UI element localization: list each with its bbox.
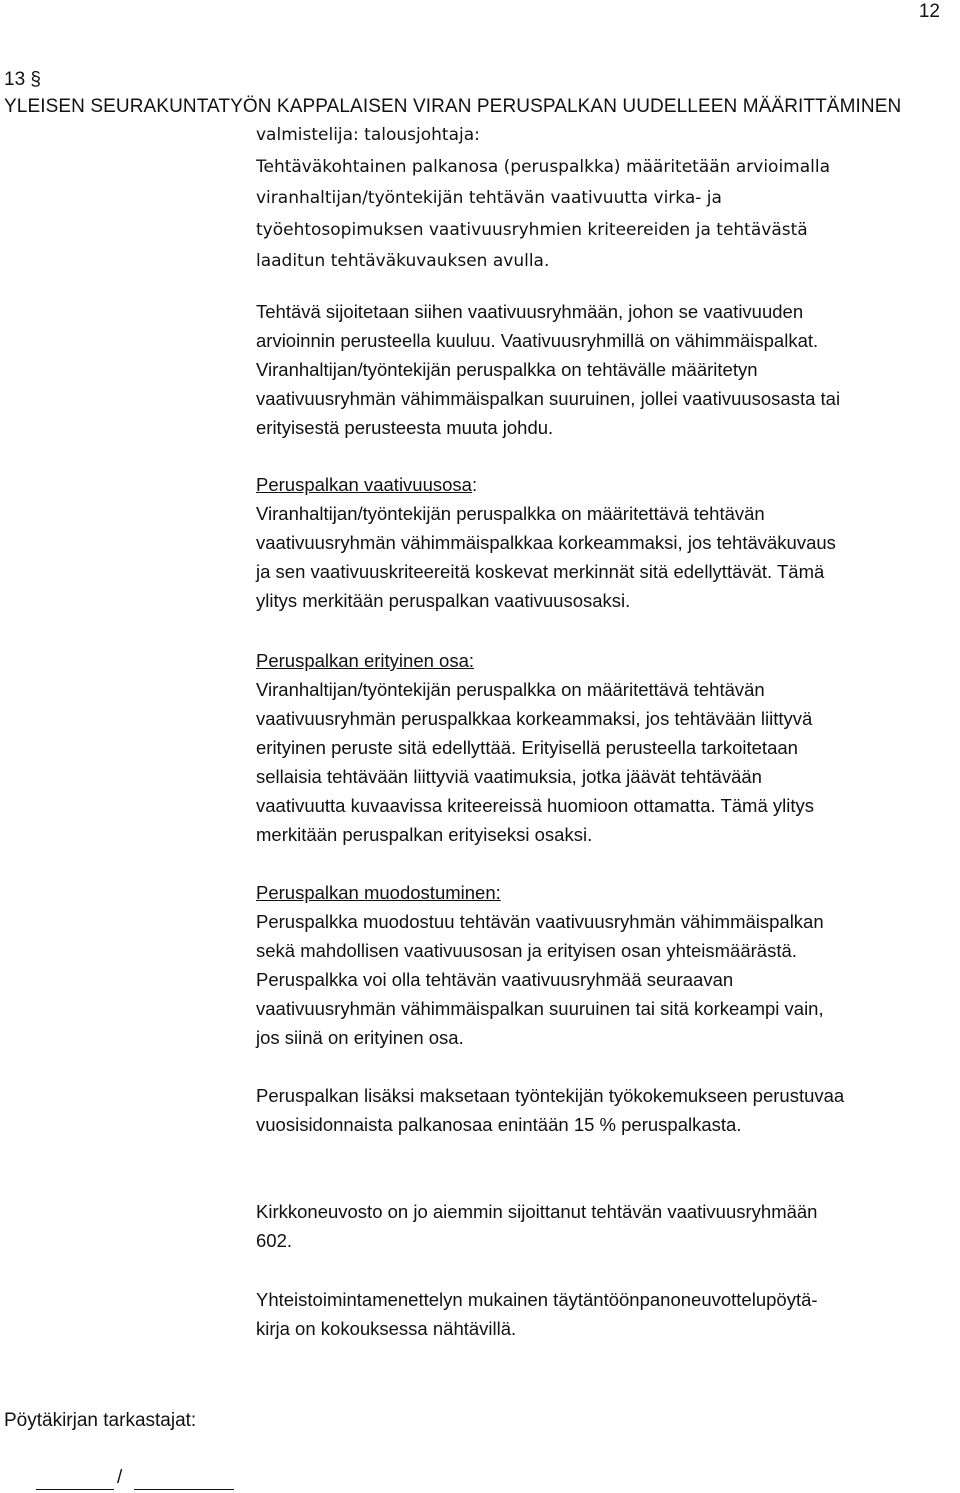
text-line: erityinen peruste sitä edellyttää. Erityisellä perusteella tarkoitetaan [256,737,798,758]
text-line: viranhaltijan/työntekijän tehtävän vaativuutta virka- ja [256,188,722,208]
text-line: vaativuusryhmän vähimmäispalkan suuruinen, jollei vaativuusosasta tai [256,388,841,409]
text-line: kirja on kokouksessa nähtävillä. [256,1318,517,1339]
text-line: Tehtävä sijoitetaan siihen vaativuusryhmään, johon se vaativuuden [256,301,804,322]
text-line: Tehtäväkohtainen palkanosa (peruspalkka) määritetään arvioimalla [256,156,831,177]
text-line: vaativuusryhmän peruspalkkaa korkeammaksi, jos tehtävään liittyvä [256,708,813,729]
paragraph-vaativuusryhma [256,297,956,442]
paragraph-yhteistoiminta [256,1285,956,1343]
text-line: Viranhaltijan/työntekijän peruspalkka on määritettävä tehtävän [256,679,765,700]
section-title: YLEISEN SEURAKUNTATYÖN KAPPALAISEN VIRAN PERUSPALKAN UUDELLEEN MÄÄRITTÄMINEN [4,96,902,117]
text-line: laaditun tehtäväkuvauksen avulla. [256,251,550,271]
text-line: sekä mahdollisen vaativuusosan ja erityisen osan yhteismäärästä. [256,940,797,961]
paragraph-erityinen-osa [256,646,956,849]
text-line: työehtosopimuksen vaativuusryhmien kriteereiden ja tehtävästä [256,219,808,240]
text-line: erityisestä perusteesta muuta johdu. [256,417,554,438]
page-number: 12 [918,1,940,22]
paragraph-vuosisidonnainen [256,1081,956,1139]
text-line: vaativuutta kuvaavissa kriteereissä huomioon ottamatta. Tämä ylitys [256,795,814,816]
text-line: sellaisia tehtävään liittyviä vaatimuksia, jotka jäävät tehtävään [256,766,762,787]
text-line: arvioinnin perusteella kuuluu. Vaativuusryhmillä on vähimmäispalkat. [256,330,819,351]
section-number: 13 § [4,69,41,90]
signature-lines [4,1466,244,1492]
text-line: Kirkkoneuvosto on jo aiemmin sijoittanut tehtävän vaativuusryhmään [256,1201,818,1222]
text-line: Peruspalkka muodostuu tehtävän vaativuusryhmän vähimmäispalkan [256,911,824,932]
preparer-line: valmistelija: talousjohtaja: [256,125,480,145]
text-line: ja sen vaativuuskriteereitä koskevat merkinnät sitä edellyttävät. Tämä [256,561,825,582]
text-line: vaativuusryhmän vähimmäispalkkaa korkeammaksi, jos tehtäväkuvaus [256,532,836,553]
minutes-checkers-label: Pöytäkirjan tarkastajat: [4,1410,197,1431]
signature-line-1 [36,1489,114,1490]
text-line: jos siinä on erityinen osa. [256,1027,464,1048]
text-line: ylitys merkitään peruspalkan vaativuusosaksi. [256,590,631,611]
signature-line-2 [134,1489,234,1490]
text-line: merkitään peruspalkan erityiseksi osaksi. [256,824,593,845]
intro-paragraph [256,120,956,278]
text-line: Viranhaltijan/työntekijän peruspalkka on tehtävälle määritetyn [256,359,758,380]
text-line: Viranhaltijan/työntekijän peruspalkka on määritettävä tehtävän [256,503,765,524]
text-line: Peruspalkka voi olla tehtävän vaativuusryhmää seuraavan [256,969,734,990]
subheading-muodostuminen: Peruspalkan muodostuminen: [256,882,501,903]
signature-separator: / [117,1467,123,1488]
paragraph-muodostuminen [256,878,956,1052]
text-line: vaativuusryhmän vähimmäispalkan suuruinen tai sitä korkeampi vain, [256,998,824,1019]
text-line: 602. [256,1230,293,1251]
subheading-vaativuusosa: Peruspalkan vaativuusosa: [256,474,478,495]
paragraph-vaativuusosa [256,470,956,615]
paragraph-kirkkoneuvosto [256,1197,956,1255]
text-line: Peruspalkan lisäksi maksetaan työntekijän työkokemukseen perustuvaa [256,1085,845,1106]
text-line: vuosisidonnaista palkanosaa enintään 15 % peruspalkasta. [256,1114,742,1135]
subheading-erityinen-osa: Peruspalkan erityinen osa: [256,650,475,671]
text-line: Yhteistoimintamenettelyn mukainen täytäntöönpanoneuvottelupöytä- [256,1289,818,1310]
